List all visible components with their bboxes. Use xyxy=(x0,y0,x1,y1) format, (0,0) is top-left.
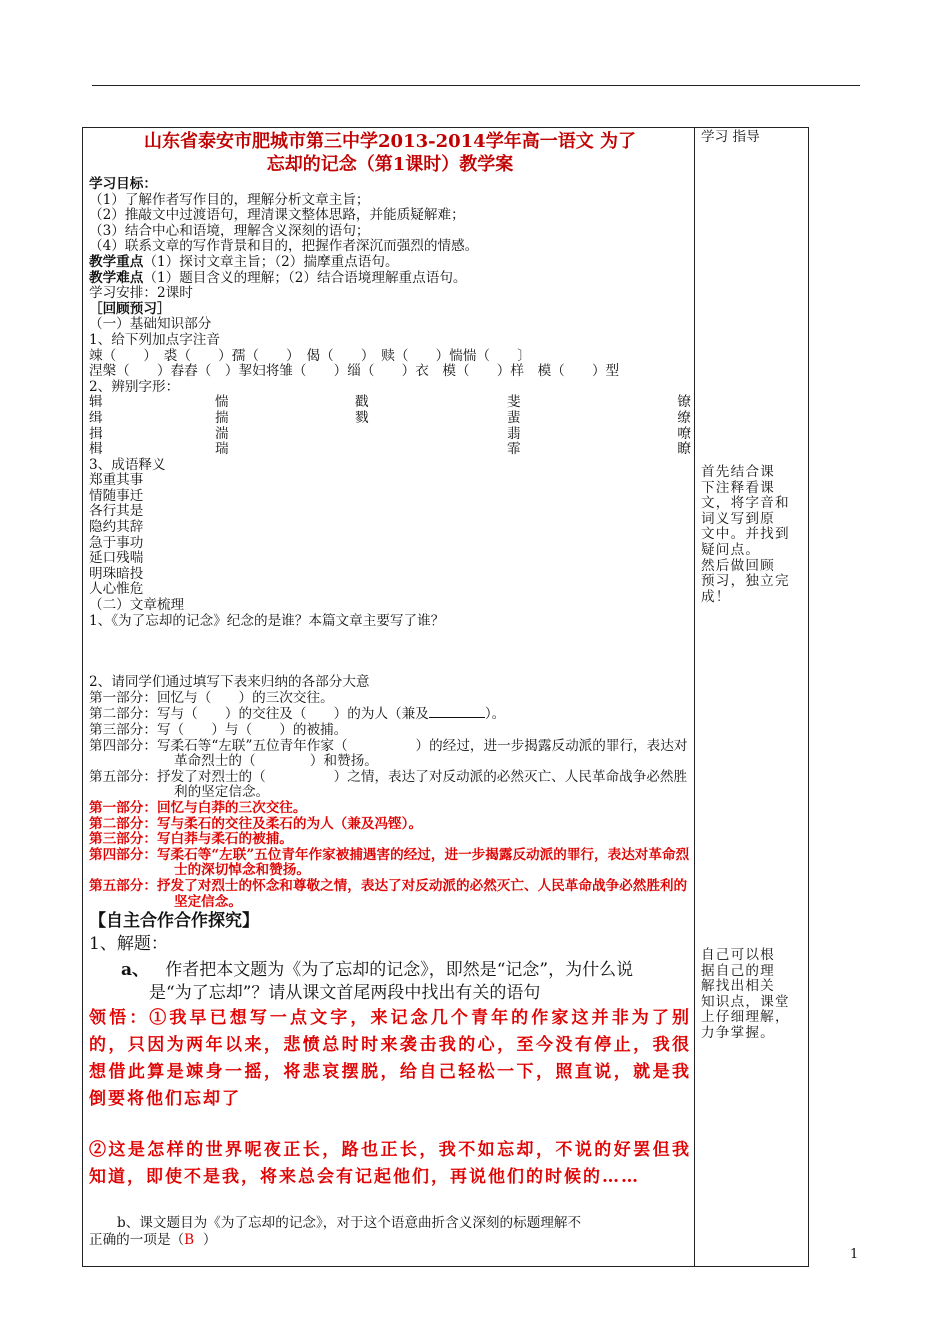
idiom-item: 情随事迁 xyxy=(89,487,144,504)
side-note-explore: 自己可以根 据自己的理 解找出相关 知识点，课堂 上仔细理解， 力争掌握。 xyxy=(701,947,790,1041)
answer-space xyxy=(89,629,691,675)
fill-blank[interactable] xyxy=(429,706,485,718)
part-answer: 第四部分：写柔石等“左联”五位青年作家被捕遇害的经过，进一步揭露反动派的罪行，表达对革命烈士的深切悼念和赞扬。 xyxy=(89,846,690,879)
key-points: 教学重点（1）探讨文章主旨；（2）揣摩重点语句。 xyxy=(89,253,399,270)
schedule: 学习安排：2课时 xyxy=(89,285,193,302)
answer-a-2: ②这是怎样的世界呢夜正长，路也正长，我不如忘却，不说的好罢但我知道，即使不是我，将来总会有记起他们，再说他们的时候的…… xyxy=(89,1140,691,1188)
pinyin-row: 竦（ ） 裘（ ）孺（ ） 偈（ ） 赎（ ）惴惴（ 〕 xyxy=(89,347,531,364)
glyph-row: 楫 瑞 霏 瞭 xyxy=(89,441,691,458)
goal-item: （2）推敲文中过渡语句，理清课文整体思路，并能质疑解难； xyxy=(89,207,465,224)
idiom-item: 各行其是 xyxy=(89,503,144,520)
answer-b: B xyxy=(184,1232,195,1249)
column-divider xyxy=(694,128,695,1266)
answer-gap xyxy=(89,1113,691,1137)
answer-gap xyxy=(89,1191,691,1215)
header-rule xyxy=(92,85,860,86)
part-blank: 第五部分：抒发了对烈士的（ ）之情，表达了对反动派的必然灭亡、人民革命战争必然胜利的坚定信念。 xyxy=(89,768,688,801)
question-b-cont: 正确的一项是（B ） xyxy=(89,1232,217,1249)
question-pinyin: 1、给下列加点字注音 xyxy=(89,331,220,348)
idiom-item: 郑重其事 xyxy=(89,472,144,489)
goal-item: （3）结合中心和语境，理解含义深刻的语句； xyxy=(89,222,370,239)
section-outline: （二）文章梳理 xyxy=(89,597,185,614)
goals-heading: 学习目标： xyxy=(89,176,157,192)
question-b: b、课文题目为《为了忘却的记念》，对于这个语意曲折含义深刻的标题理解不 xyxy=(117,1215,582,1232)
part-answer: 第一部分：回忆与白莽的三次交往。 xyxy=(89,799,307,816)
question-glyphs: 2、辨别字形： xyxy=(89,378,180,395)
question-a: a、 作者把本文题为《为了忘却的记念》，即然是“记念”，为什么说 xyxy=(121,960,634,981)
idiom-item: 隐约其辞 xyxy=(89,519,144,536)
pinyin-row: 涅槃（ ）舂舂（ ）挈妇将雏（ ）缁（ ）衣 模（ ）样 模（ ）型 xyxy=(89,363,620,380)
glyph-row: 缉 揣 戮 蜚 缭 xyxy=(89,409,691,426)
explore-heading: 【自主合作合作探究】 xyxy=(89,911,259,932)
idiom-item: 人心惟危 xyxy=(89,581,144,598)
part-answer: 第五部分：抒发了对烈士的怀念和尊敬之情，表达了对反动派的必然灭亡、人民革命战争必然胜利的坚定信念。 xyxy=(89,877,688,910)
part-answer: 第二部分：写与柔石的交往及柔石的为人（兼及冯铿）。 xyxy=(89,815,423,832)
preview-heading: ［回顾预习］ xyxy=(89,300,171,317)
answer-a-1: 领悟：①我早已想写一点文字，来记念几个青年的作家这并非为了别的，只因为两年以来，悲愤总时时来袭击我的心，至今没有停止，我很想借此算是竦身一摇，将悲哀摆脱，给自己轻松一下，照直说，就是我倒要将他们忘却了 xyxy=(89,1008,691,1110)
difficult-points: 教学难点（1）题目含义的理解；（2）结合语境理解重点语句。 xyxy=(89,269,467,286)
idiom-item: 延口残喘 xyxy=(89,550,144,567)
part-blank: 第二部分：写与（ ）的交往及（ ）的为人（兼及 ）。 xyxy=(89,706,506,723)
side-header: 学习 指导 xyxy=(701,129,760,145)
explore-q1: 1、解题： xyxy=(89,934,168,955)
part-blank: 第一部分：回忆与（ ）的三次交往。 xyxy=(89,689,334,706)
goal-item: （1）了解作者写作目的，理解分析文章主旨； xyxy=(89,191,370,208)
question-idioms: 3、成语释义 xyxy=(89,456,166,473)
lesson-table xyxy=(82,127,809,1267)
main-column xyxy=(89,130,691,1249)
question-a-cont: 是“为了忘却”？请从课文首尾两段中找出有关的语句 xyxy=(149,983,541,1004)
doc-title: 山东省泰安市肥城市第三中学2013-2014学年高一语文 为了 忘却的记念（第1课时）教学案 xyxy=(144,131,636,175)
page-number: 1 xyxy=(850,1247,859,1262)
outline-question-1: 1、《为了忘却的记念》纪念的是谁？本篇文章主要写了谁？ xyxy=(89,612,445,629)
glyph-row: 辑 惴 戳 斐 镣 xyxy=(89,394,691,411)
side-note-preview: 首先结合课 下注释看课 文，将字音和 词义写到原 文中。并找到 疑问点。 然后做回顾 预习，独立完 成！ xyxy=(701,464,790,605)
outline-question-2: 2、请同学们通过填写下表来归纳的各部分大意 xyxy=(89,674,370,691)
part-blank: 第三部分：写（ ）与（ ）的被捕。 xyxy=(89,722,348,738)
section-basic: （一）基础知识部分 xyxy=(89,316,212,333)
goal-item: （4）联系文章的写作背景和目的，把握作者深沉而强烈的情感。 xyxy=(89,238,479,255)
idiom-item: 急于事功 xyxy=(89,534,144,551)
idiom-item: 明珠暗投 xyxy=(89,565,144,582)
part-blank: 第四部分：写柔石等“左联”五位青年作家（ ）的经过，进一步揭露反动派的罪行，表达对革命烈士的（ ）和赞扬。 xyxy=(89,737,688,770)
part-answer: 第三部分：写白莽与柔石的被捕。 xyxy=(89,831,293,848)
glyph-row: 揖 湍 翡 嘹 xyxy=(89,425,691,442)
